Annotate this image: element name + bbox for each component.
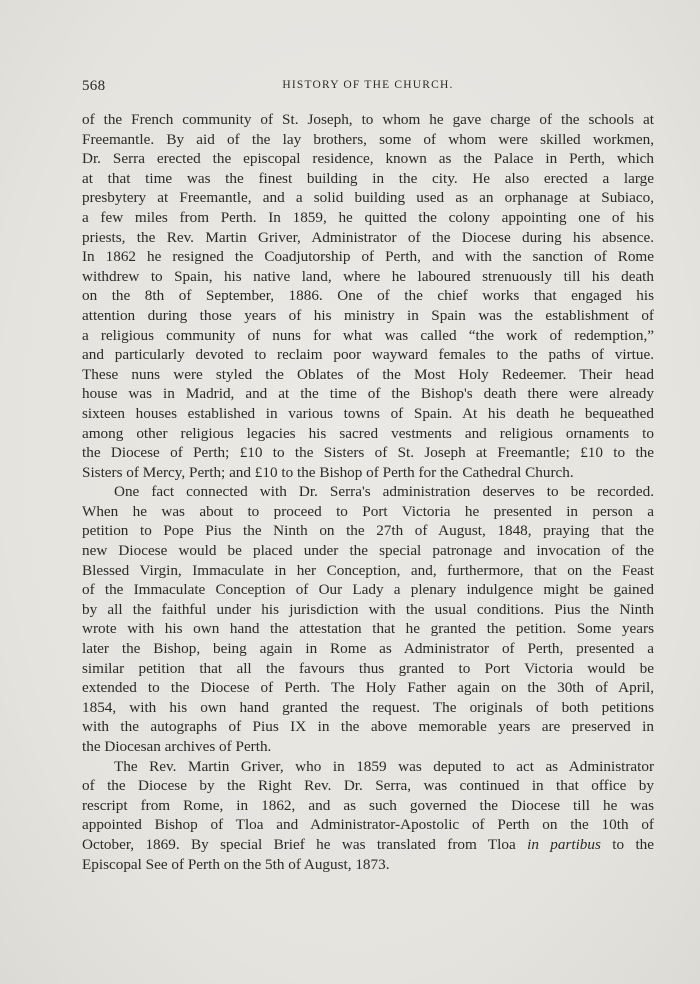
text-line: 1854, with his own hand granted the request. The originals of both petitions: [82, 698, 654, 716]
text-line-with-italic: [82, 835, 654, 855]
text-line: with the autographs of Pius IX in the above memorable years are preserved in: [82, 718, 654, 736]
text-line: priests, the Rev. Martin Griver, Administrator of the Diocese during his absence.: [82, 228, 654, 246]
text-line: When he was about to proceed to Port Victoria he presented in person a: [82, 502, 654, 520]
text-line: withdrew to Spain, his native land, where he laboured strenuously till his death: [82, 267, 654, 285]
text-line: later the Bishop, being again in Rome as Administrator of Perth, presented a: [82, 640, 654, 658]
italic-phrase: in partibus: [527, 835, 601, 853]
text-segment: October, 1869. By special Brief he was translated from Tloa: [82, 835, 516, 853]
text-line: The Rev. Martin Griver, who in 1859 was deputed to act as Administrator: [114, 757, 654, 775]
page-number: 568: [82, 78, 106, 94]
text-line: appointed Bishop of Tloa and Administrator-Apostolic of Perth on the 10th of: [82, 816, 654, 834]
text-line: house was in Madrid, and at the time of the Bishop's death there were already: [82, 385, 654, 403]
text-line: similar petition that all the favours thus granted to Port Victoria would be: [82, 659, 654, 677]
text-line: among other religious legacies his sacred vestments and religious ornaments to: [82, 424, 654, 442]
text-line: new Diocese would be placed under the special patronage and invocation of the: [82, 542, 654, 560]
text-line: Blessed Virgin, Immaculate in her Conception, and, furthermore, that on the Feast: [82, 561, 654, 579]
paragraph-1: [82, 110, 654, 482]
text-line: the Diocese of Perth; £10 to the Sisters of St. Joseph at Freemantle; £10 to the: [82, 444, 654, 462]
text-line: of the Immaculate Conception of Our Lady a plenary indulgence might be gained: [82, 581, 654, 599]
text-segment: to the: [612, 835, 655, 853]
paragraph-2: [82, 482, 654, 756]
text-line: presbytery at Freemantle, and a solid building used as an orphanage at Subiaco,: [82, 189, 654, 207]
text-line: These nuns were styled the Oblates of the Most Holy Redeemer. Their head: [82, 365, 654, 383]
text-line: a religious community of nuns for what was called “the work of redemption,”: [82, 326, 654, 344]
text-line: a few miles from Perth. In 1859, he quitted the colony appointing one of his: [82, 208, 654, 226]
paragraph-3: [82, 757, 654, 875]
text-line: extended to the Diocese of Perth. The Holy Father again on the 30th of April,: [82, 679, 654, 697]
text-line: attention during those years of his ministry in Spain was the establishment of: [82, 306, 654, 324]
page-header: [82, 78, 654, 96]
text-line: sixteen houses established in various towns of Spain. At his death he bequeathed: [82, 404, 654, 422]
text-line: Dr. Serra erected the episcopal residence, known as the Palace in Perth, which: [82, 150, 654, 168]
running-head: HISTORY OF THE CHURCH.: [282, 79, 454, 91]
text-line: Episcopal See of Perth on the 5th of August, 1873.: [82, 855, 390, 873]
text-line: the Diocesan archives of Perth.: [82, 738, 272, 755]
text-line: rescript from Rome, in 1862, and as such governed the Diocese till he was: [82, 796, 654, 814]
text-line: of the Diocese by the Right Rev. Dr. Serra, was continued in that office by: [82, 777, 654, 795]
text-line: Freemantle. By aid of the lay brothers, some of whom were skilled workmen,: [82, 130, 654, 148]
text-line: and particularly devoted to reclaim poor wayward females to the paths of virtue.: [82, 346, 654, 364]
text-line: Sisters of Mercy, Perth; and £10 to the Bishop of Perth for the Cathedral Church.: [82, 463, 574, 481]
text-line: In 1862 he resigned the Coadjutorship of Perth, and with the sanction of Rome: [82, 248, 654, 266]
text-line: at that time was the finest building in the city. He also erected a large: [82, 169, 654, 187]
text-line: of the French community of St. Joseph, to whom he gave charge of the schools at: [82, 111, 654, 128]
text-line: by all the faithful under his jurisdiction with the usual conditions. Pius the Ninth: [82, 600, 654, 618]
text-line: petition to Pope Pius the Ninth on the 27th of August, 1848, praying that the: [82, 522, 654, 540]
body-text: [82, 110, 654, 874]
text-line: wrote with his own hand the attestation that he granted the petition. Some years: [82, 620, 654, 638]
text-line: on the 8th of September, 1886. One of the chief works that engaged his: [82, 287, 654, 305]
text-line: One fact connected with Dr. Serra's administration deserves to be recorded.: [114, 483, 654, 501]
